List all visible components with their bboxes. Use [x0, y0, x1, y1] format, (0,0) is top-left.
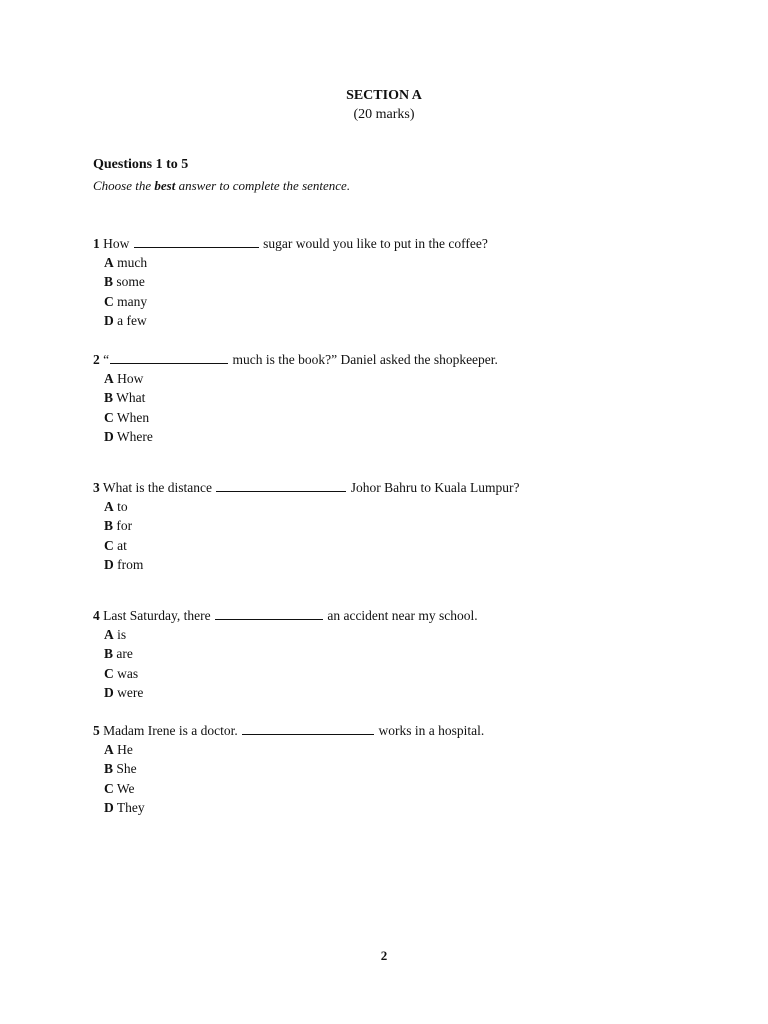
option-b[interactable]: B She — [104, 761, 137, 777]
question-stem — [93, 606, 478, 625]
section-marks: (20 marks) — [353, 107, 415, 122]
question-stem — [93, 234, 488, 253]
answer-blank — [216, 479, 346, 492]
answer-blank — [134, 235, 259, 248]
option-a[interactable]: A much — [104, 255, 148, 270]
question-3 — [93, 478, 519, 574]
question-stem — [93, 350, 498, 369]
option-c[interactable]: C We — [104, 780, 135, 796]
option-c[interactable]: C many — [104, 293, 148, 309]
option-d[interactable]: D from — [104, 556, 144, 572]
question-text-before: Last Saturday, there — [103, 608, 211, 623]
instruction-after: answer to complete the sentence. — [175, 178, 351, 193]
question-2 — [93, 350, 498, 446]
option-a[interactable]: A to — [104, 499, 128, 514]
question-text-after: sugar would you like to put in the coffee? — [263, 236, 488, 251]
option-d[interactable]: D They — [104, 799, 145, 815]
question-text-before: Madam Irene is a doctor. — [103, 723, 238, 738]
question-1 — [93, 234, 488, 330]
option-b[interactable]: B some — [104, 274, 145, 290]
question-number: 2 — [93, 352, 100, 367]
question-5 — [93, 721, 484, 817]
option-d[interactable]: D were — [104, 684, 144, 700]
option-b[interactable]: B for — [104, 518, 133, 534]
option-c[interactable]: C at — [104, 537, 127, 553]
section-title: SECTION A — [346, 88, 422, 103]
question-text-after: much is the book?” Daniel asked the shopkeeper. — [232, 352, 498, 367]
question-stem — [93, 478, 519, 497]
option-d[interactable]: D a few — [104, 312, 147, 328]
question-text-before: How — [103, 236, 130, 251]
option-d[interactable]: D Where — [104, 428, 153, 444]
question-number: 1 — [93, 236, 100, 251]
option-c[interactable]: C was — [104, 665, 139, 681]
option-b[interactable]: B are — [104, 646, 133, 662]
instruction-text — [93, 178, 350, 194]
page-number: 2 — [380, 948, 388, 963]
question-number: 5 — [93, 723, 100, 738]
instruction-emphasis: best — [154, 178, 176, 193]
question-number: 4 — [93, 608, 100, 623]
question-stem — [93, 721, 484, 740]
option-a[interactable]: A He — [104, 742, 133, 757]
question-text-before: What is the distance — [102, 480, 212, 495]
question-text-before: “ — [103, 352, 110, 367]
answer-blank — [242, 722, 374, 735]
answer-blank — [215, 607, 323, 620]
question-4 — [93, 606, 478, 702]
question-text-after: Johor Bahru to Kuala Lumpur? — [350, 480, 520, 495]
questions-heading: Questions 1 to 5 — [93, 157, 189, 172]
question-number: 3 — [93, 480, 100, 495]
option-a[interactable]: A is — [104, 627, 127, 642]
option-a[interactable]: A How — [104, 371, 144, 386]
instruction-before: Choose the — [93, 178, 155, 193]
answer-blank — [110, 351, 228, 364]
option-b[interactable]: B What — [104, 390, 146, 406]
option-c[interactable]: C When — [104, 409, 150, 425]
question-text-after: works in a hospital. — [378, 723, 485, 738]
question-text-after: an accident near my school. — [327, 608, 478, 623]
